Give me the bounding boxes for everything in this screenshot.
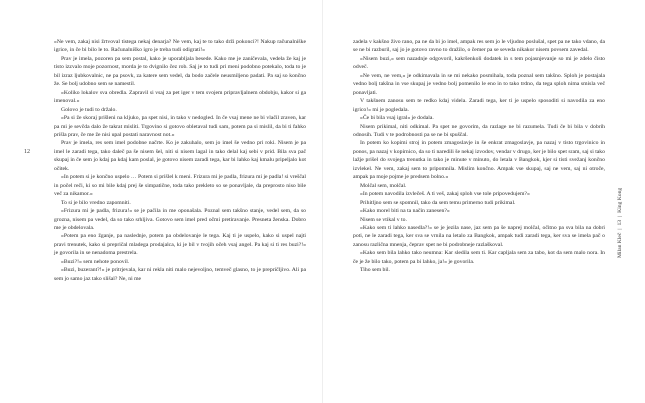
paragraph: »Potem pa eno žganje, pa naslednje, potem pa obdelovanje le tega. Kaj ti je uspelo, kako si uspel najti pravi trenutek, kako si prepričal mladega prodajalca, ki je bil v tvojih očeh vsaj angel. Pa kaj si ti res buzi?!« je govorila in se nenadoma prestrela. [54,233,306,257]
paragraph: »In potem navodila izvlečeš. A ti veš, zakaj sploh vse tole pripovedujem?« [360,191,530,198]
paragraph: »In potem si je končno uspelo … Potem si prišlel k meni. Frizura mi je padla, frizura mi je padla! si vreščal in počel reči, ki so mi bile kdaj prej še simpatične, toda tako prekleto so se ponavljale, da preprosto niso bile več za nikamor.« [54,174,306,198]
paragraph: »Kako sem ti lahko nasedla?!« se je jezila nase, jaz sem pa še naprej molčal, očitno pa sva bila na dobri poti, ne le zaradi tega, ker sva se vrnila na letalo za Bangkok, ampak tudi zaradi tega, ker sva se imela pač o zanosu različna mnenja, čeprav spet ne bi podrobneje razlaškoval. [353,224,605,248]
paragraph: To si je bilo vredno zapomniti. [61,199,131,206]
running-head-author: Milan Kleč [617,232,623,258]
paragraph: »Koliko lokalov sva obredla. Zapravil si vsaj za pet iger v tem svojem pripravljalnem obdobju, kakor si ga imenoval.« [54,89,306,105]
paragraph: Golovo je tudi to držalo. [61,106,117,113]
paragraph: V takšnem zanosu sem te redko kdaj videla. Zaradi tega, ker ti je uspelo sposoditi si navodila za eno igrico!« mi je pogledala. [353,98,605,113]
paragraph: »Kako sem bila lahko tako neumna: Kar sledila sem ti. Kar capljala sem za tabo, kot da sem malo nora. In če je že bilo tako, potem pa bi lahko, ja!« je govorila. [353,250,605,265]
running-head-title: King Kong [617,187,623,213]
paragraph: »Frizura mi je padla, frizura!« se je pačila in me oponašala. Poznal sem takšno stanje, vedel sem, da so grozna, nisem pa vedel, da so tako srhljiva. Gotovo sem imel pred očmi pretiravanje. Presneta ženska. Dobro me je obdelovala. [54,208,306,231]
paragraph: »Kako morel biti na ta način zanesen?« [360,208,450,215]
page-number-left: 12 [24,149,30,155]
paragraph: zadela v kakšno živo rano, pa ne da bi jo imel, ampak res sem jo le vljudno poslušal, spet pa ne tako vdano, da se ne bi razburil, saj jo je gotovo ravno to dražilo, o čemer pa se seveda nikakor nisem povsem zavedal. [353,39,605,54]
right-page-text [353,38,605,275]
gutter [322,0,323,403]
paragraph: »Pa si že skoraj prišleni na kljuko, pa spet nisi, in tako v nedogled. In če vsaj mene ne bi vlačil zraven, kar pa mi je sevčda dalo že takrat misliti. Trgovino si gotovo obletaval tudi sam, potem pa si mislil, da bi ti fahko prišla prav, če me že nisi upal postati naravnost not.« [54,115,306,138]
running-head-separator: | [617,215,623,217]
paragraph: Prav je imela, pozoren pa sem postal, kako je uporabljala besede. Kako me je zaničevala, vedela že kaj je tisto izzvalo moje pozornost, morda je to dvignilo čez rob. Saj je to tudi pri meni podobno potekalo, toda to je bil izraz ljubkovalnic, ne pa psovk, za katere sem vedel, da bodo začele neusmiljeno padati. Pa saj so končno že. Se bolj udobno sem se namestil. [54,55,306,88]
paragraph: Nisem se vtikal v to. [360,216,407,223]
left-page-text [54,38,306,283]
running-head [617,188,623,258]
paragraph: »Ne vem, ne vem,« je odkimavala in se mi nekako posmihala, toda poznal sem takšno. Sploh je postajala vedno bolj takšna in vse skupaj je vedno bolj pomenilo le eno in to tako trdno, da tega sploh nima smisla več ponavljati. [353,72,605,96]
paragraph: »Če bi bila vsaj igral« je dodala. [360,115,434,122]
paragraph: Prav je imela, res sem imel podobne načrte. Ko je zakuhalo, sem jo imel še vedno pri roki. Nisem je pa imel le zaradi tega, tako dalеč pa še nisem šel, niti si nisem lagal in tako delal kaj sebi v prid. Bila sva pač skupaj in če sem jo kdaj pa kdaj kam poslal, je gotovo nisem zaradi tega, kar bi lahko kaj kmalu pripeljalo kot očitek. [54,140,306,172]
paragraph: »Nisem buzi,« sem nazadnje odgovoril, kakršenkoli dodatek in s tem pojasnjevanje so mi je zdelo čisto odveč. [353,55,605,71]
paragraph: In potem ko kopimi stroj in potem zmagoslavje in še enkrat zmagoslavje, pa nazaj v tisto trgovinico in ponos, pa nazaj v kopirnico, da so ti naredili še nekaj izvodov, vendar v drugo, ker je bilo spet sram, saj si tako lažje prišel do svojega trenutka in tako je minute v minuto, do letala v Bangkok, kjer si tisti svežanj končno izvlekel. Ne vem, zakaj sem to pripomnila. Mislim končno. Ampak vse skupaj, saj ne vem, saj ni otroče, ampak pa moje pojme je predsem bolno.« [353,140,605,181]
paragraph: Prihitljno sem se spomnil, tako da sem temu primerno tudi prikimal. [360,199,516,206]
paragraph: Molčal sem, molčal. [360,182,407,189]
paragraph: »Buzi, buzerant?!« je pritrjevala, kar ni rekla niti malo nejevoljno, temveč glasno, to je prepričljivo. Ali pa sem jo samo jaz tako slišal? Ne, ni me [54,267,306,282]
paragraph: Nisem prikimal, niti odkimal. Pa spet ne govorim, da razlage ne bi razumela. Tudi če bi bila v dobrih odnosih. Tudi v te podrobnosti pa se ne bi spuščal. [353,123,605,138]
paragraph: »Buzi?!« sem nehote ponovil. [61,258,130,265]
running-head-separator: | [617,228,623,230]
paragraph: »Ne vem, zakaj nisi žrtvoval tistega nekaj denarja? Ne vem, kaj te to tako drži pokonci?! Nakup računalniške igrice, in če bi bilo le to. Računalniško igro je treba tudi odigrati!« [54,39,306,54]
page-number-right: 13 [617,219,623,226]
paragraph: Tiho sem bil. [360,267,390,274]
